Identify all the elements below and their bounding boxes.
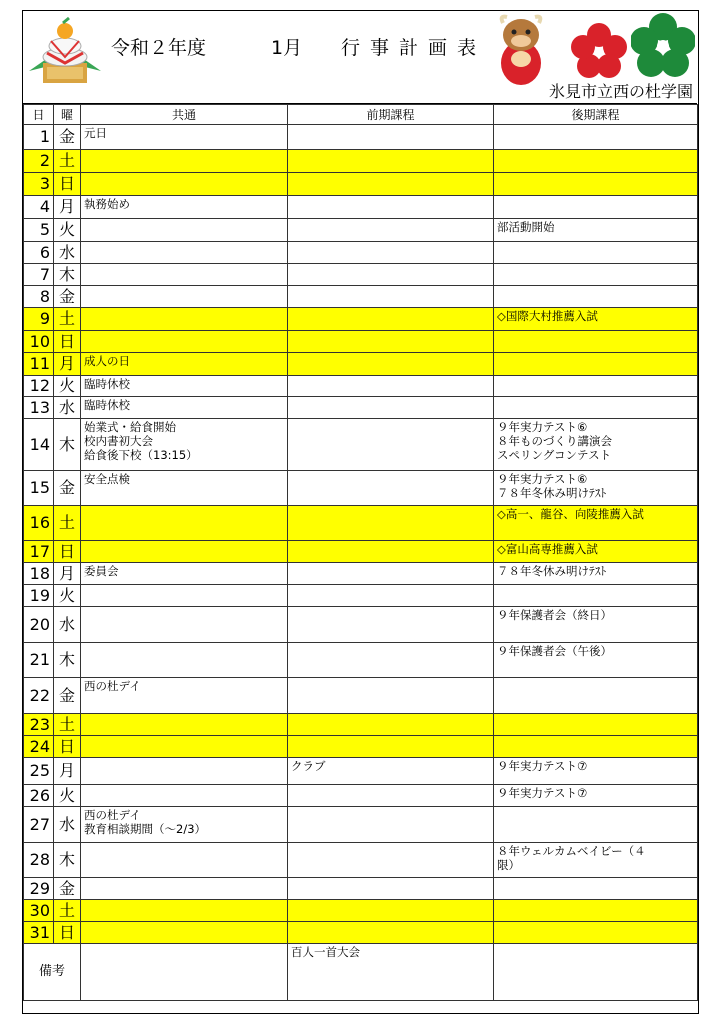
common-events <box>81 331 288 353</box>
common-events <box>81 541 288 563</box>
bikou-early: 百人一首大会 <box>288 944 494 1001</box>
late-course-events <box>494 125 698 150</box>
day-number: 5 <box>24 219 54 242</box>
common-events <box>81 585 288 607</box>
early-course-events <box>288 714 494 736</box>
weekday: 水 <box>54 397 81 419</box>
event-line: ８年ウェルカムベイビー（４ <box>497 844 646 858</box>
day-number: 21 <box>24 643 54 678</box>
late-course-events <box>494 264 698 286</box>
event-line: 元日 <box>84 126 107 140</box>
common-events <box>81 150 288 173</box>
early-course-events <box>288 900 494 922</box>
day-number: 15 <box>24 471 54 506</box>
event-line: スペリングコンテスト <box>497 448 612 462</box>
weekday: 水 <box>54 242 81 264</box>
weekday: 金 <box>54 125 81 150</box>
weekday: 日 <box>54 736 81 758</box>
table-row <box>24 585 698 607</box>
weekday: 火 <box>54 376 81 397</box>
common-events <box>81 125 288 150</box>
table-row <box>24 264 698 286</box>
early-course-events <box>288 541 494 563</box>
table-row <box>24 807 698 843</box>
bikou-row <box>24 944 698 1001</box>
day-number: 8 <box>24 286 54 308</box>
late-course-events <box>494 785 698 807</box>
common-events <box>81 643 288 678</box>
table-row <box>24 397 698 419</box>
bikou-late <box>494 944 698 1001</box>
table-row <box>24 878 698 900</box>
late-course-events <box>494 736 698 758</box>
event-line: ９年実力テスト⑦ <box>497 786 588 800</box>
event-line: 西の杜デイ <box>84 808 141 822</box>
event-line: ９年実力テスト⑦ <box>497 759 588 773</box>
header <box>23 11 697 104</box>
common-events <box>81 843 288 878</box>
early-course-events <box>288 607 494 643</box>
event-line: クラブ <box>291 759 326 773</box>
common-events <box>81 219 288 242</box>
common-events <box>81 376 288 397</box>
event-line: 校内書初大会 <box>84 434 153 448</box>
common-events <box>81 419 288 471</box>
late-course-events <box>494 397 698 419</box>
table-row <box>24 173 698 196</box>
day-number: 19 <box>24 585 54 607</box>
day-number: 4 <box>24 196 54 219</box>
late-course-events <box>494 843 698 878</box>
event-line: ９年実力テスト⑥ <box>497 420 588 434</box>
weekday: 土 <box>54 506 81 541</box>
weekday: 土 <box>54 150 81 173</box>
table-row <box>24 643 698 678</box>
day-number: 23 <box>24 714 54 736</box>
early-course-events <box>288 471 494 506</box>
event-line: ７８年冬休み明けﾃｽﾄ <box>497 486 607 500</box>
kagami-mochi-icon <box>25 13 105 89</box>
day-number: 25 <box>24 758 54 785</box>
common-events <box>81 922 288 944</box>
event-line: ７８年冬休み明けﾃｽﾄ <box>497 564 607 578</box>
schedule-table <box>23 104 698 1001</box>
early-course-events <box>288 308 494 331</box>
early-course-events <box>288 150 494 173</box>
day-number: 14 <box>24 419 54 471</box>
day-number: 26 <box>24 785 54 807</box>
day-number: 11 <box>24 353 54 376</box>
table-row <box>24 219 698 242</box>
event-line: ◇富山高専推薦入試 <box>497 542 598 556</box>
event-line: 給食後下校（13:15） <box>84 448 198 462</box>
event-line: ◇高一、龍谷、向陵推薦入試 <box>497 507 644 521</box>
table-row <box>24 678 698 714</box>
common-events <box>81 714 288 736</box>
table-row <box>24 843 698 878</box>
weekday: 金 <box>54 286 81 308</box>
table-row <box>24 150 698 173</box>
table-row <box>24 242 698 264</box>
table-row <box>24 714 698 736</box>
table-row <box>24 541 698 563</box>
early-course-events <box>288 758 494 785</box>
late-course-events <box>494 643 698 678</box>
day-number: 31 <box>24 922 54 944</box>
event-line: ８年ものづくり講演会 <box>497 434 612 448</box>
common-events <box>81 807 288 843</box>
weekday: 火 <box>54 785 81 807</box>
late-course-events <box>494 173 698 196</box>
common-events <box>81 196 288 219</box>
early-course-events <box>288 125 494 150</box>
event-line: ◇国際大村推薦入試 <box>497 309 598 323</box>
early-course-events <box>288 807 494 843</box>
common-events <box>81 785 288 807</box>
event-line: ９年保護者会（午後） <box>497 644 612 658</box>
table-row <box>24 471 698 506</box>
table-row <box>24 308 698 331</box>
late-course-events <box>494 714 698 736</box>
day-number: 27 <box>24 807 54 843</box>
weekday: 日 <box>54 173 81 196</box>
weekday: 水 <box>54 807 81 843</box>
title-month: 1月 <box>271 37 303 59</box>
late-course-events <box>494 506 698 541</box>
table-row <box>24 758 698 785</box>
col-header-late: 後期課程 <box>494 105 698 125</box>
early-course-events <box>288 419 494 471</box>
day-number: 30 <box>24 900 54 922</box>
ox-daruma-icon <box>493 13 549 87</box>
event-line: ９年保護者会（終日） <box>497 608 612 622</box>
early-course-events <box>288 286 494 308</box>
schedule-sheet <box>22 10 699 1014</box>
day-number: 22 <box>24 678 54 714</box>
day-number: 6 <box>24 242 54 264</box>
weekday: 火 <box>54 585 81 607</box>
event-line: 臨時休校 <box>84 398 130 412</box>
day-number: 2 <box>24 150 54 173</box>
weekday: 月 <box>54 196 81 219</box>
weekday: 土 <box>54 308 81 331</box>
bikou-common <box>81 944 288 1001</box>
col-header-day: 日 <box>24 105 54 125</box>
early-course-events <box>288 331 494 353</box>
early-course-events <box>288 922 494 944</box>
school-name: 氷見市立西の杜学園 <box>548 82 693 101</box>
table-row <box>24 563 698 585</box>
early-course-events <box>288 242 494 264</box>
table-row <box>24 196 698 219</box>
early-course-events <box>288 878 494 900</box>
weekday: 月 <box>54 353 81 376</box>
table-row <box>24 376 698 397</box>
weekday: 日 <box>54 541 81 563</box>
late-course-events <box>494 308 698 331</box>
early-course-events <box>288 219 494 242</box>
common-events <box>81 308 288 331</box>
weekday: 木 <box>54 264 81 286</box>
late-course-events <box>494 219 698 242</box>
early-course-events <box>288 585 494 607</box>
late-course-events <box>494 585 698 607</box>
early-course-events <box>288 736 494 758</box>
col-header-common: 共通 <box>81 105 288 125</box>
event-line: 教育相談期間（～2/3） <box>84 822 207 836</box>
weekday: 月 <box>54 758 81 785</box>
late-course-events <box>494 196 698 219</box>
early-course-events <box>288 563 494 585</box>
weekday: 木 <box>54 419 81 471</box>
event-line: 成人の日 <box>84 354 130 368</box>
col-header-early: 前期課程 <box>288 105 494 125</box>
common-events <box>81 678 288 714</box>
early-course-events <box>288 196 494 219</box>
weekday: 土 <box>54 714 81 736</box>
day-number: 20 <box>24 607 54 643</box>
table-row <box>24 900 698 922</box>
late-course-events <box>494 150 698 173</box>
late-course-events <box>494 678 698 714</box>
event-line: 始業式・給食開始 <box>84 420 176 434</box>
day-number: 29 <box>24 878 54 900</box>
weekday: 金 <box>54 471 81 506</box>
title-name: 行事計画表 <box>341 37 487 59</box>
late-course-events <box>494 242 698 264</box>
event-line: 臨時休校 <box>84 377 130 391</box>
late-course-events <box>494 471 698 506</box>
early-course-events <box>288 785 494 807</box>
weekday: 日 <box>54 331 81 353</box>
late-course-events <box>494 286 698 308</box>
col-header-weekday: 曜 <box>54 105 81 125</box>
common-events <box>81 286 288 308</box>
late-course-events <box>494 900 698 922</box>
day-number: 24 <box>24 736 54 758</box>
common-events <box>81 353 288 376</box>
weekday: 火 <box>54 219 81 242</box>
event-line: 安全点検 <box>84 472 130 486</box>
late-course-events <box>494 419 698 471</box>
event-line: 限） <box>497 858 520 872</box>
day-number: 7 <box>24 264 54 286</box>
common-events <box>81 758 288 785</box>
common-events <box>81 242 288 264</box>
table-row <box>24 736 698 758</box>
common-events <box>81 173 288 196</box>
late-course-events <box>494 922 698 944</box>
day-number: 12 <box>24 376 54 397</box>
event-line: ９年実力テスト⑥ <box>497 472 588 486</box>
day-number: 3 <box>24 173 54 196</box>
table-row <box>24 419 698 471</box>
early-course-events <box>288 264 494 286</box>
late-course-events <box>494 563 698 585</box>
early-course-events <box>288 678 494 714</box>
weekday: 金 <box>54 678 81 714</box>
bikou-label: 備考 <box>24 944 81 1001</box>
early-course-events <box>288 843 494 878</box>
event-line: 部活動開始 <box>497 220 555 234</box>
day-number: 17 <box>24 541 54 563</box>
early-course-events <box>288 376 494 397</box>
early-course-events <box>288 173 494 196</box>
day-number: 18 <box>24 563 54 585</box>
common-events <box>81 607 288 643</box>
weekday: 木 <box>54 843 81 878</box>
common-events <box>81 471 288 506</box>
event-line: 西の杜デイ <box>84 679 141 693</box>
table-header-row <box>24 105 698 125</box>
green-plum-icon <box>631 13 695 77</box>
day-number: 13 <box>24 397 54 419</box>
table-row <box>24 125 698 150</box>
page-title <box>111 33 487 60</box>
late-course-events <box>494 376 698 397</box>
early-course-events <box>288 397 494 419</box>
late-course-events <box>494 607 698 643</box>
day-number: 9 <box>24 308 54 331</box>
weekday: 木 <box>54 643 81 678</box>
day-number: 10 <box>24 331 54 353</box>
late-course-events <box>494 807 698 843</box>
table-row <box>24 607 698 643</box>
event-line: 委員会 <box>84 564 119 578</box>
table-row <box>24 331 698 353</box>
common-events <box>81 506 288 541</box>
day-number: 16 <box>24 506 54 541</box>
title-year: 令和２年度 <box>111 37 207 59</box>
early-course-events <box>288 643 494 678</box>
late-course-events <box>494 353 698 376</box>
day-number: 1 <box>24 125 54 150</box>
common-events <box>81 397 288 419</box>
table-row <box>24 286 698 308</box>
weekday: 月 <box>54 563 81 585</box>
common-events <box>81 736 288 758</box>
red-plum-icon <box>571 23 627 79</box>
weekday: 金 <box>54 878 81 900</box>
common-events <box>81 563 288 585</box>
common-events <box>81 878 288 900</box>
late-course-events <box>494 331 698 353</box>
late-course-events <box>494 878 698 900</box>
common-events <box>81 264 288 286</box>
weekday: 土 <box>54 900 81 922</box>
table-row <box>24 922 698 944</box>
weekday: 日 <box>54 922 81 944</box>
event-line: 執務始め <box>84 197 130 211</box>
day-number: 28 <box>24 843 54 878</box>
late-course-events <box>494 541 698 563</box>
table-row <box>24 785 698 807</box>
weekday: 水 <box>54 607 81 643</box>
table-row <box>24 506 698 541</box>
common-events <box>81 900 288 922</box>
table-row <box>24 353 698 376</box>
early-course-events <box>288 353 494 376</box>
late-course-events <box>494 758 698 785</box>
early-course-events <box>288 506 494 541</box>
